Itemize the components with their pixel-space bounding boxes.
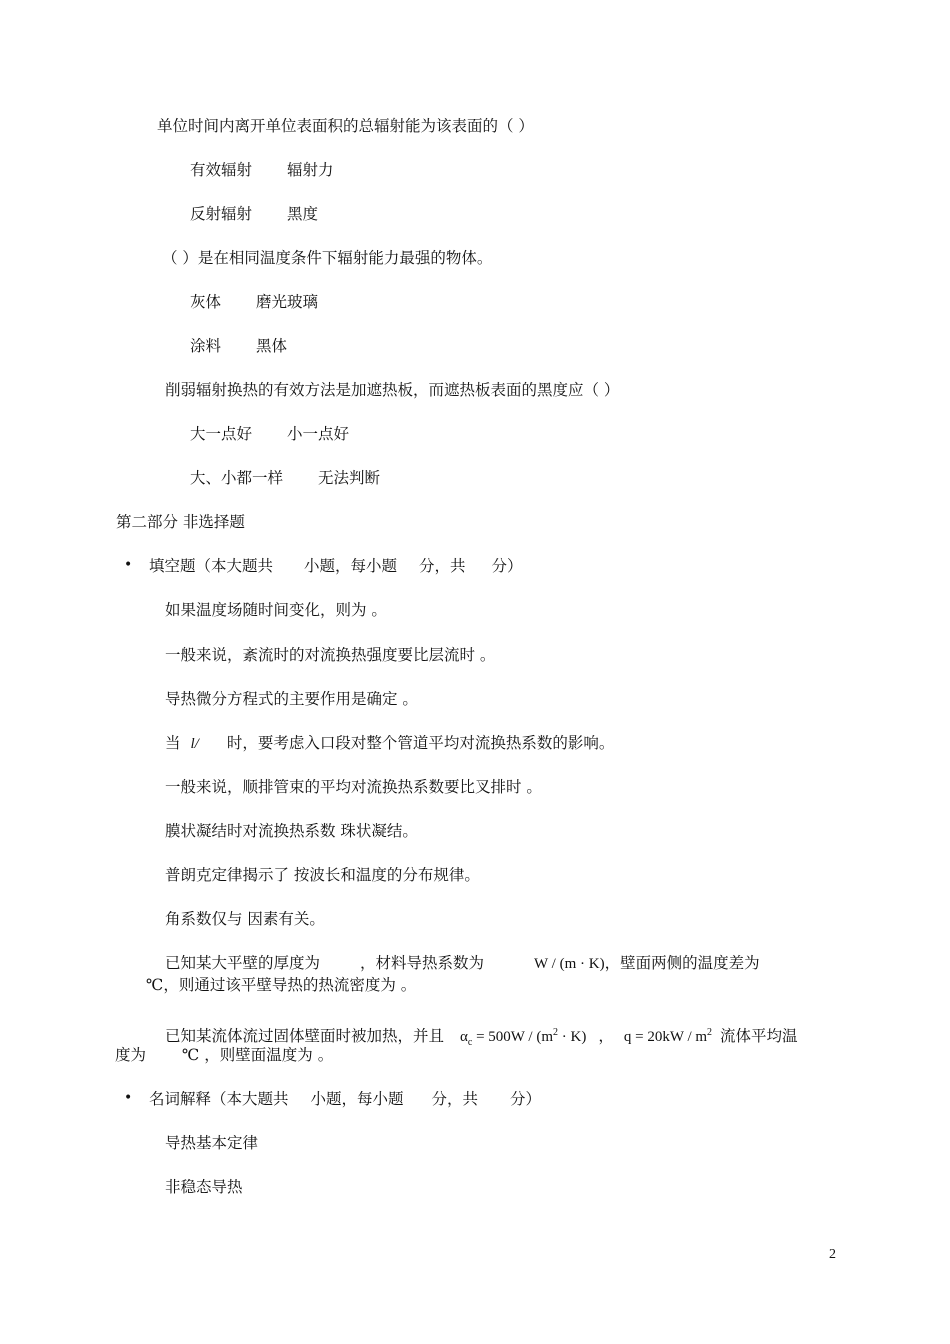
fill-item-10-line2 — [115, 1045, 333, 1065]
q3-option-d: 无法判断 — [318, 469, 381, 487]
q3-option-c: 大、小都一样 — [190, 469, 284, 487]
part2-heading: 第二部分 非选择题 — [116, 513, 245, 531]
q1-stem: 单位时间内离开单位表面积的总辐射能为该表面的（ ） — [157, 117, 534, 135]
alpha-value: = 500W / (m — [472, 1029, 554, 1045]
alpha-superscript: 2 — [553, 1027, 559, 1038]
fill-heading-part4: 分） — [491, 557, 523, 575]
fill-item-10-alpha-formula — [460, 1027, 587, 1048]
fill-item-9-unit: W / (m · K) — [534, 956, 605, 972]
terms-heading-part3: 分，共 — [431, 1090, 479, 1108]
fill-item-4-formula: l/ — [190, 736, 199, 752]
fill-item-9-text2: ，材料导热系数为 — [360, 954, 485, 972]
terms-heading-part1: 名词解释（本大题共 — [149, 1090, 289, 1108]
alpha-unit-end: · K) — [558, 1029, 587, 1045]
fill-heading-part2: 小题，每小题 — [304, 557, 398, 575]
q3-options-row2 — [190, 468, 380, 488]
fill-item-1: 如果温度场随时间变化，则为 。 — [165, 601, 387, 619]
q-value: q = 20kW / m — [623, 1029, 708, 1045]
q1-option-a: 有效辐射 — [190, 161, 253, 179]
fill-heading-part1: 填空题（本大题共 — [149, 557, 274, 575]
page-number: 2 — [829, 1247, 836, 1262]
fill-item-8: 角系数仅与 因素有关。 — [165, 910, 325, 928]
terms-heading — [149, 1089, 541, 1109]
q2-option-d: 黑体 — [256, 337, 288, 355]
alpha-subscript: c — [467, 1037, 473, 1048]
q3-option-b: 小一点好 — [287, 425, 350, 443]
alpha-symbol: α — [460, 1029, 468, 1045]
q3-options-row1 — [190, 424, 349, 444]
bullet-icon: • — [124, 1090, 133, 1106]
fill-item-9-text1: 已知某大平壁的厚度为 — [165, 954, 321, 972]
fill-item-5: 一般来说，顺排管束的平均对流换热系数要比叉排时 。 — [165, 778, 542, 796]
q2-stem: （ ）是在相同温度条件下辐射能力最强的物体。 — [162, 249, 493, 267]
fill-heading-part3: 分，共 — [419, 557, 466, 575]
fill-item-10-q-formula — [624, 1029, 712, 1045]
fill-item-4-text: 时，要考虑入口段对整个管道平均对流换热系数的影响。 — [226, 734, 615, 752]
terms-heading-part2: 小题，每小题 — [310, 1090, 404, 1108]
q1-options-row2 — [190, 204, 318, 224]
fill-item-9-line1 — [165, 953, 760, 974]
fill-item-10-text1: 已知某流体流过固体壁面时被加热，并且 — [165, 1027, 445, 1045]
q2-option-c: 涂料 — [190, 337, 222, 355]
fill-item-10-text4: ℃ ，则壁面温度为 。 — [182, 1046, 334, 1064]
terms-item-1: 导热基本定律 — [165, 1134, 259, 1152]
q1-option-c: 反射辐射 — [190, 205, 253, 223]
fill-item-2: 一般来说，紊流时的对流换热强度要比层流时 。 — [165, 646, 496, 664]
q2-options-row2 — [190, 336, 287, 356]
q3-stem: 削弱辐射换热的有效方法是加遮热板，而遮热板表面的黑度应（ ） — [165, 381, 620, 399]
fill-item-9-line2: ℃，则通过该平壁导热的热流密度为 。 — [146, 976, 417, 994]
fill-item-7: 普朗克定律揭示了 按波长和温度的分布规律。 — [165, 866, 480, 884]
terms-heading-part4: 分） — [510, 1090, 542, 1108]
q1-option-d: 黑度 — [287, 205, 319, 223]
terms-item-2: 非稳态导热 — [165, 1178, 243, 1196]
fill-item-6: 膜状凝结时对流换热系数 珠状凝结。 — [165, 822, 418, 840]
fill-item-9-text3: ，壁面两侧的温度差为 — [604, 954, 760, 972]
fill-item-10-text3: 度为 — [115, 1046, 147, 1064]
q-superscript: 2 — [707, 1027, 713, 1038]
fill-item-4-prefix: 当 — [165, 734, 181, 752]
q1-options-row1 — [190, 160, 334, 180]
q1-option-b: 辐射力 — [287, 161, 334, 179]
bullet-icon: • — [124, 557, 133, 573]
fill-item-10-text2: 流体平均温 — [720, 1027, 798, 1045]
fill-heading — [149, 556, 523, 576]
q3-option-a: 大一点好 — [190, 425, 253, 443]
q2-option-b: 磨光玻璃 — [256, 293, 319, 311]
fill-item-10-comma: ， — [598, 1027, 614, 1045]
fill-item-4 — [165, 733, 614, 754]
q2-option-a: 灰体 — [190, 293, 222, 311]
fill-item-3: 导热微分方程式的主要作用是确定 。 — [165, 690, 418, 708]
q2-options-row1 — [190, 292, 318, 312]
